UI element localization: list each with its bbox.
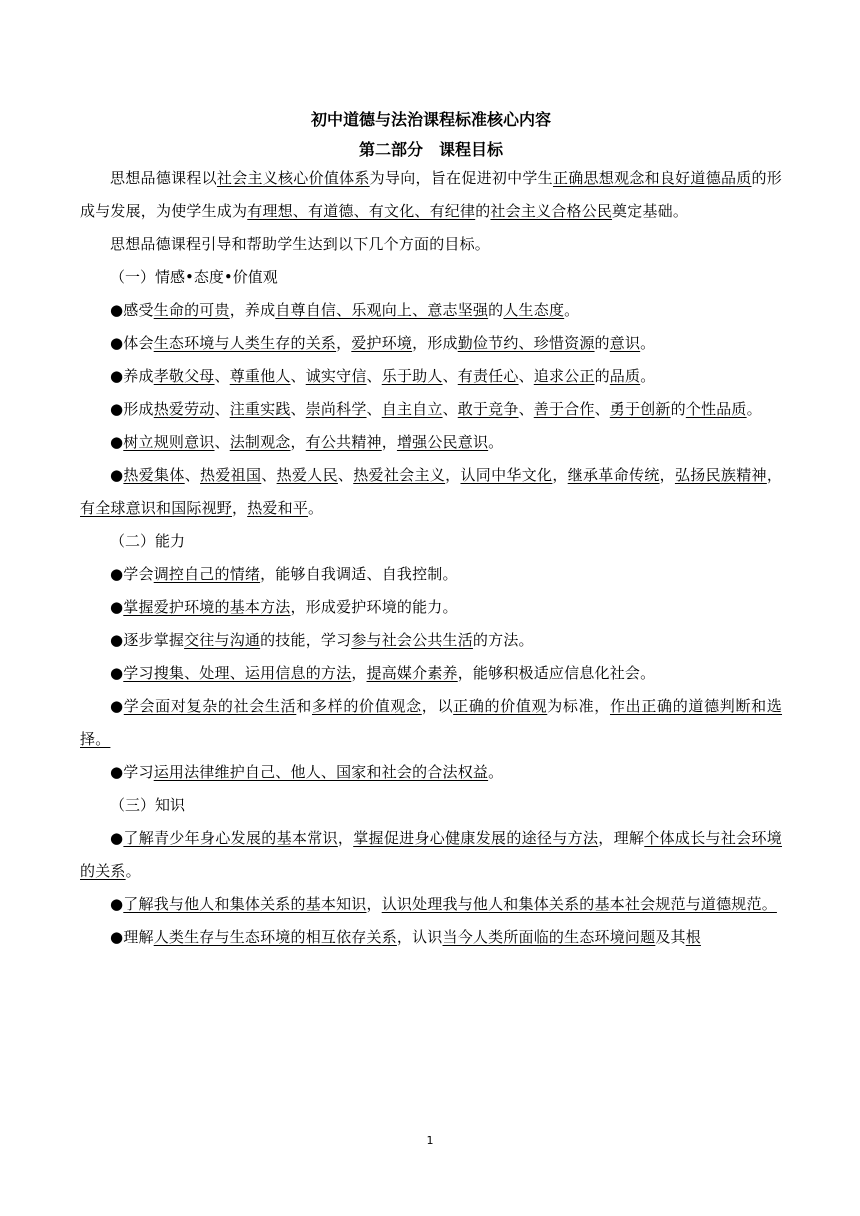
underlined-phrase: 勤俭节约、珍惜资源 [457, 334, 595, 352]
underlined-phrase: 热爱人民 [276, 466, 338, 484]
text-run: ， [659, 466, 675, 484]
text-run: ● [110, 895, 124, 913]
text-run: ， [381, 433, 397, 451]
text-run: ， [290, 433, 306, 451]
text-run: ，以 [421, 697, 454, 715]
text-run: ， [232, 499, 248, 517]
underlined-phrase: 有理想、有道德、有文化、有纪律 [247, 202, 476, 220]
underlined-phrase: 增强公民意识 [396, 433, 489, 451]
underlined-phrase: 生态环境与人类生存的关系 [153, 334, 337, 352]
underlined-phrase: 有责任心 [457, 367, 519, 385]
underlined-phrase: 品质 [609, 367, 641, 385]
body-paragraph [80, 426, 782, 459]
text-run: 思想品德课程引导和帮助学生达到以下几个方面的目标。 [110, 235, 491, 253]
text-run: 、 [337, 466, 354, 484]
section-subtitle: 第二部分 课程目标 [358, 140, 503, 159]
underlined-phrase: 提高媒介素养 [366, 664, 458, 682]
body-paragraph [80, 459, 782, 525]
text-run: 。 [488, 433, 504, 451]
text-run: 的 [475, 202, 491, 220]
document-title: 初中道德与法治课程标准核心内容 [310, 110, 551, 129]
text-run: ，形成爱护环境的能力。 [290, 598, 458, 616]
body-paragraph [80, 822, 782, 888]
text-run: ●形成 [110, 400, 154, 418]
text-run: 。 [640, 367, 656, 385]
text-run: ，能够自我调适、自我控制。 [260, 565, 458, 583]
underlined-phrase: 学习搜集、处理、运用信息的方法 [123, 664, 352, 682]
text-run: ● [110, 697, 124, 715]
text-run: 。 [746, 400, 762, 418]
text-run: ， [445, 466, 461, 484]
underlined-phrase: 弘扬民族精神 [674, 466, 767, 484]
text-run: 的 [594, 334, 610, 352]
text-run: ，理解 [598, 829, 645, 847]
underlined-phrase: 热爱祖国 [200, 466, 262, 484]
text-run: 及其 [655, 928, 686, 946]
underlined-phrase: 热爱集体 [123, 466, 185, 484]
text-run: ， [351, 664, 367, 682]
underlined-phrase: 正确思想观念和良好道德品质 [552, 169, 752, 187]
text-run: 。 [308, 499, 324, 517]
underlined-phrase: 个体成长与社会环境的关系 [80, 829, 782, 880]
underlined-phrase: 意识 [609, 334, 641, 352]
underlined-phrase: 多样的价值观念 [311, 697, 422, 715]
text-run: ● [110, 433, 124, 451]
text-run: 。 [125, 862, 141, 880]
text-run: ， [552, 466, 568, 484]
underlined-phrase: 了解青少年身心发展的基本常识 [123, 829, 338, 847]
underlined-phrase: 认识处理我与他人和集体关系的基本社会规范与道德规范。 [381, 895, 777, 913]
text-run: 、 [214, 400, 230, 418]
underlined-phrase: 运用法律维护自己、他人、国家和社会的合法权益 [153, 763, 489, 781]
text-run: 、 [290, 367, 306, 385]
text-run: 、 [366, 400, 382, 418]
body-paragraph [80, 360, 782, 393]
text-run: 和 [296, 697, 312, 715]
underlined-phrase: 热爱和平 [247, 499, 309, 517]
underlined-phrase: 爱护环境 [351, 334, 413, 352]
text-run: 的 [488, 301, 504, 319]
body-paragraph [80, 921, 782, 954]
underlined-phrase: 生命的可贵 [153, 301, 230, 319]
text-run: ● [110, 598, 124, 616]
underlined-phrase: 正确的价值观 [453, 697, 548, 715]
underlined-phrase: 诚实守信 [305, 367, 367, 385]
text-run: 的方法。 [472, 631, 534, 649]
underlined-phrase: 继承革命传统 [567, 466, 660, 484]
underlined-phrase: 个性品质 [685, 400, 747, 418]
text-run: 、 [261, 466, 277, 484]
underlined-phrase: 善于合作 [533, 400, 595, 418]
underlined-phrase: 当今人类所面临的生态环境问题 [442, 928, 656, 946]
section-heading [80, 525, 782, 558]
underlined-phrase: 掌握爱护环境的基本方法 [123, 598, 291, 616]
underlined-phrase: 自尊自信、乐观向上、意志坚强 [275, 301, 489, 319]
underlined-phrase: 作出正确的道德判断和选择。 [80, 697, 783, 748]
text-run: ●学会 [110, 565, 154, 583]
text-run: 、 [214, 433, 230, 451]
underlined-phrase: 人类生存与生态环境的相互依存关系 [153, 928, 397, 946]
underlined-phrase: 孝敬父母 [153, 367, 215, 385]
text-run: 。 [488, 763, 504, 781]
underlined-phrase: 有全球意识和国际视野 [80, 499, 233, 517]
text-run: ， [766, 466, 783, 484]
text-run: ，形成 [412, 334, 458, 352]
body-paragraph [80, 327, 782, 360]
section-heading [80, 261, 782, 294]
text-run: ，养成 [229, 301, 276, 319]
underlined-phrase: 自主自立 [381, 400, 443, 418]
underlined-phrase: 乐于助人 [381, 367, 443, 385]
underlined-phrase: 树立规则意识 [123, 433, 215, 451]
underlined-phrase: 热爱劳动 [153, 400, 215, 418]
body-paragraph [80, 228, 782, 261]
body-paragraph [80, 756, 782, 789]
body-paragraph [80, 888, 782, 921]
underlined-phrase: 热爱社会主义 [353, 466, 446, 484]
body-paragraph [80, 690, 782, 756]
text-run: （一）情感•态度•价值观 [110, 268, 278, 286]
text-run: 、 [518, 367, 534, 385]
text-run: ●养成 [110, 367, 154, 385]
underlined-phrase: 认同中华文化 [460, 466, 553, 484]
underlined-phrase: 人生态度 [503, 301, 565, 319]
document-body [80, 108, 782, 954]
text-run: 、 [290, 400, 306, 418]
text-run: ● [110, 466, 124, 484]
text-run: ●理解 [110, 928, 154, 946]
body-paragraph [80, 624, 782, 657]
text-run: 、 [184, 466, 201, 484]
text-run: 。 [564, 301, 580, 319]
text-run: （三）知识 [110, 796, 186, 814]
text-run: 的 [670, 400, 686, 418]
body-paragraph [80, 162, 782, 228]
text-run: ， [337, 829, 354, 847]
text-run: ，能够积极适应信息化社会。 [457, 664, 656, 682]
text-run: ， [366, 895, 382, 913]
text-run: ●感受 [110, 301, 154, 319]
section-heading [80, 789, 782, 822]
text-run: ， [336, 334, 352, 352]
page-number: 1 [426, 1134, 434, 1147]
underlined-phrase: 了解我与他人和集体关系的基本知识 [123, 895, 367, 913]
text-run: 为导向，旨在促进初中学生 [369, 169, 553, 187]
underlined-phrase: 敢于竞争 [457, 400, 519, 418]
text-run: 、 [594, 400, 610, 418]
body-paragraph [80, 657, 782, 690]
underlined-phrase: 交往与沟通 [184, 631, 261, 649]
underlined-phrase: 学会面对复杂的社会生活 [123, 697, 297, 715]
text-run: 的 [594, 367, 610, 385]
text-run: ●逐步掌握 [110, 631, 185, 649]
underlined-phrase: 法制观念 [229, 433, 291, 451]
body-paragraph [80, 294, 782, 327]
underlined-phrase: 调控自己的情绪 [153, 565, 261, 583]
underlined-phrase: 参与社会公共生活 [351, 631, 473, 649]
text-run: ●体会 [110, 334, 154, 352]
text-run: 。 [640, 334, 656, 352]
text-run: 为标准， [547, 697, 610, 715]
body-paragraph [80, 558, 782, 591]
text-run: ，认识 [396, 928, 443, 946]
underlined-phrase: 勇于创新 [609, 400, 671, 418]
text-run: 、 [442, 367, 458, 385]
underlined-phrase: 掌握促进身心健康发展的途径与方法 [353, 829, 599, 847]
underlined-phrase: 尊重他人 [229, 367, 291, 385]
underlined-phrase: 社会主义合格公民 [490, 202, 613, 220]
underlined-phrase: 根 [685, 928, 701, 946]
underlined-phrase: 社会主义核心价值体系 [216, 169, 370, 187]
text-run: （二）能力 [110, 532, 186, 550]
underlined-phrase: 注重实践 [229, 400, 291, 418]
text-run: 的技能，学习 [260, 631, 352, 649]
text-run: 、 [366, 367, 382, 385]
paragraph-list [80, 162, 782, 954]
text-run: ● [110, 829, 124, 847]
body-paragraph [80, 591, 782, 624]
text-run: ●学习 [110, 763, 154, 781]
underlined-phrase: 有公共精神 [305, 433, 382, 451]
text-run: 的形成与发展，为使学生成为 [80, 169, 783, 220]
text-run: 、 [518, 400, 534, 418]
underlined-phrase: 崇尚科学 [305, 400, 367, 418]
text-run: 、 [442, 400, 458, 418]
text-run: 、 [214, 367, 230, 385]
underlined-phrase: 追求公正 [533, 367, 595, 385]
text-run: 思想品德课程以 [110, 169, 217, 187]
text-run: ● [110, 664, 124, 682]
text-run: 奠定基础。 [612, 202, 689, 220]
body-paragraph [80, 393, 782, 426]
